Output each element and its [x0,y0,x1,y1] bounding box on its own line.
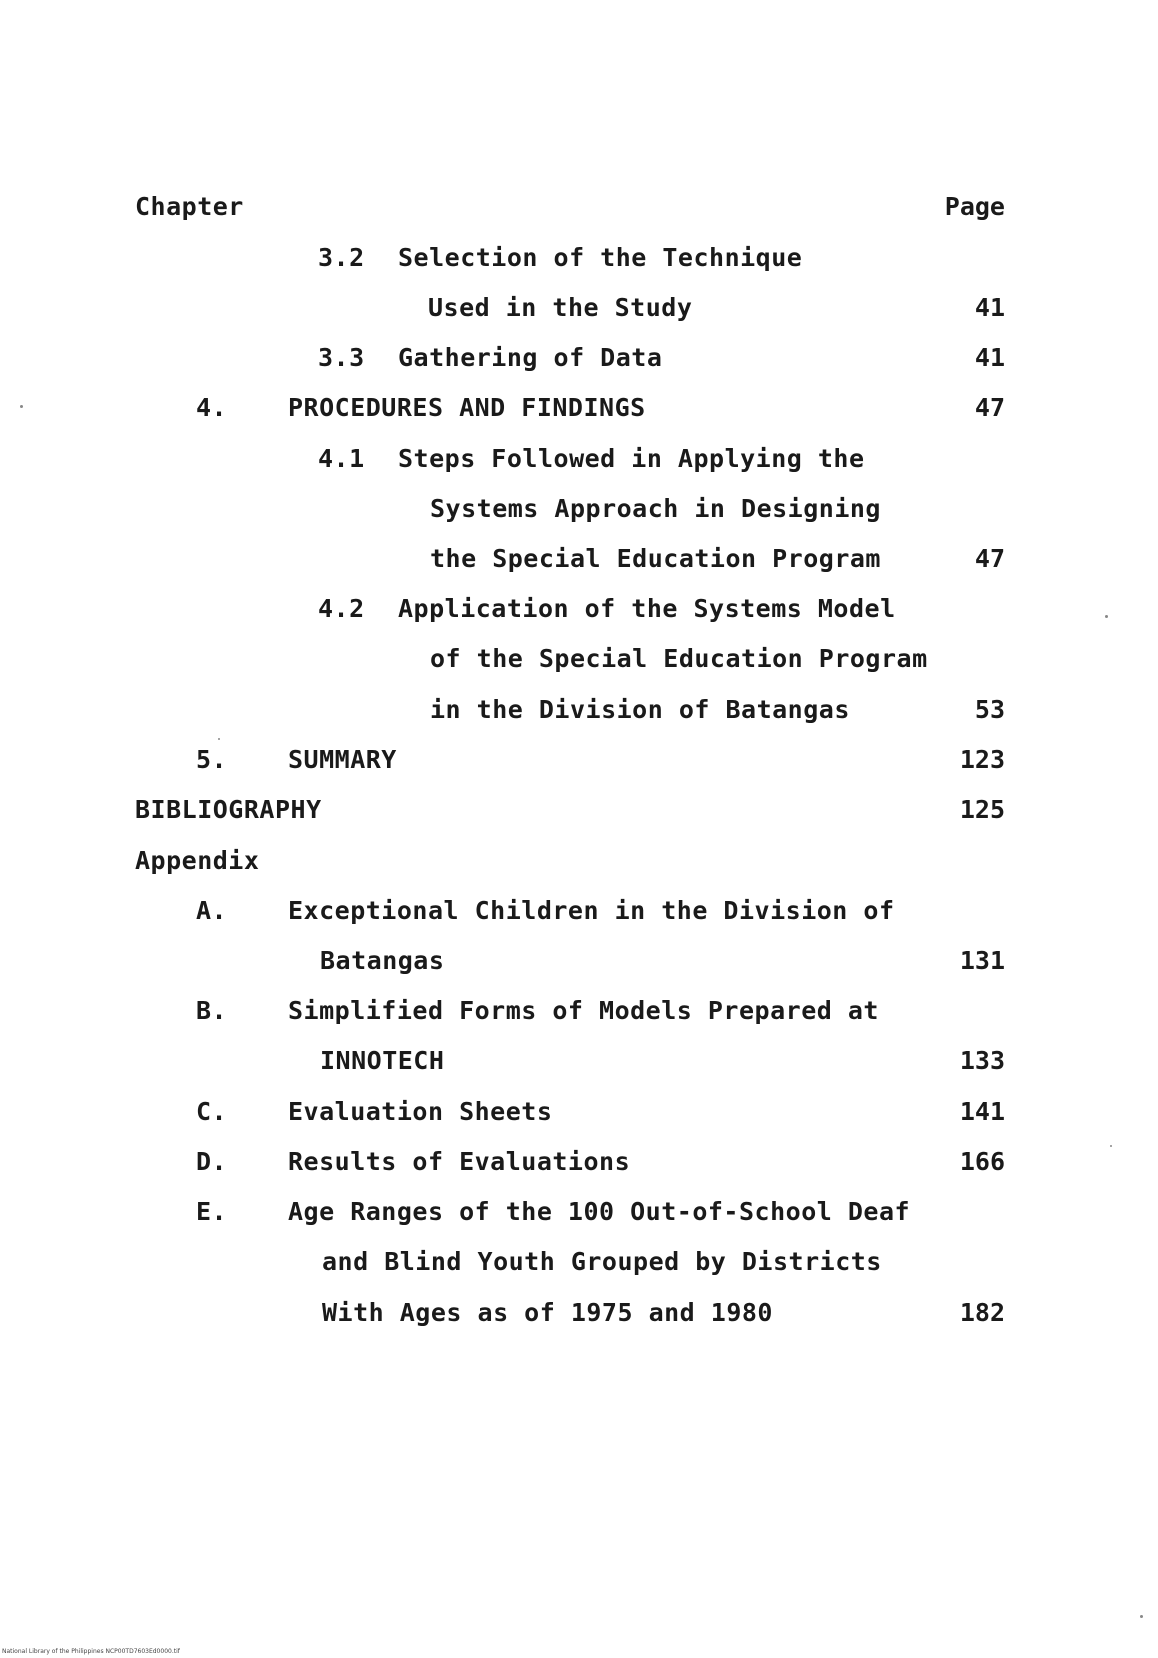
entry-number: 4.2 [318,594,365,623]
entry-title-line: BIBLIOGRAPHY [135,795,322,824]
scan-speck [1140,1615,1143,1618]
entry-title-line: and Blind Youth Grouped by Districts [322,1247,882,1276]
entry-title-line: With Ages as of 1975 and 1980 [322,1298,773,1327]
entry-number: E. [196,1197,228,1226]
entry-title-line: Simplified Forms of Models Prepared at [288,996,879,1025]
entry-page-number: 131 [959,946,1005,975]
entry-title-line: Selection of the Technique [398,243,803,272]
entry-number: C. [196,1097,228,1126]
entry-title-line: of the Special Education Program [430,644,928,673]
entry-title-line: Used in the Study [428,293,693,322]
entry-number: 4. [196,393,228,422]
entry-page-number: 166 [959,1147,1005,1176]
entry-title-line: in the Division of Batangas [430,695,850,724]
entry-title-line: Age Ranges of the 100 Out-of-School Deaf [288,1197,911,1226]
entry-number: 5. [196,745,228,774]
entry-page-number: 125 [959,795,1005,824]
entry-number: A. [196,896,228,925]
entry-page-number: 41 [974,343,1005,372]
entry-number: 3.2 [318,243,365,272]
entry-title-line: Results of Evaluations [288,1147,631,1176]
entry-title-line: INNOTECH [320,1046,445,1075]
entry-number: 3.3 [318,343,365,372]
entry-title-line: the Special Education Program [430,544,881,573]
entry-title-line: Batangas [320,946,445,975]
entry-number: 4.1 [318,444,365,473]
entry-page-number: 53 [974,695,1005,724]
entry-number: D. [196,1147,228,1176]
entry-title-line: PROCEDURES AND FINDINGS [288,393,646,422]
entry-title-line: SUMMARY [288,745,397,774]
page-column-heading: Page [944,192,1005,221]
scan-footer: National Library of the Philippines NCP00TD7603Ed0000.tif [2,1648,180,1655]
entry-title-line: Steps Followed in Applying the [398,444,865,473]
scan-speck [1105,615,1108,618]
scan-speck [218,738,220,740]
scan-speck [20,405,23,408]
entry-page-number: 47 [974,393,1005,422]
entry-title-line: Gathering of Data [398,343,663,372]
entry-title-line: Systems Approach in Designing [430,494,881,523]
entry-page-number: 47 [974,544,1005,573]
appendix-heading: Appendix [135,846,260,875]
scan-speck [1110,1145,1112,1147]
entry-title-line: Exceptional Children in the Division of [288,896,895,925]
entry-page-number: 182 [959,1298,1005,1327]
entry-page-number: 123 [959,745,1005,774]
entry-page-number: 133 [959,1046,1005,1075]
chapter-column-heading: Chapter [135,192,244,221]
entry-page-number: 41 [974,293,1005,322]
entry-page-number: 141 [959,1097,1005,1126]
entry-number: B. [196,996,228,1025]
entry-title-line: Evaluation Sheets [288,1097,553,1126]
entry-title-line: Application of the Systems Model [398,594,896,623]
